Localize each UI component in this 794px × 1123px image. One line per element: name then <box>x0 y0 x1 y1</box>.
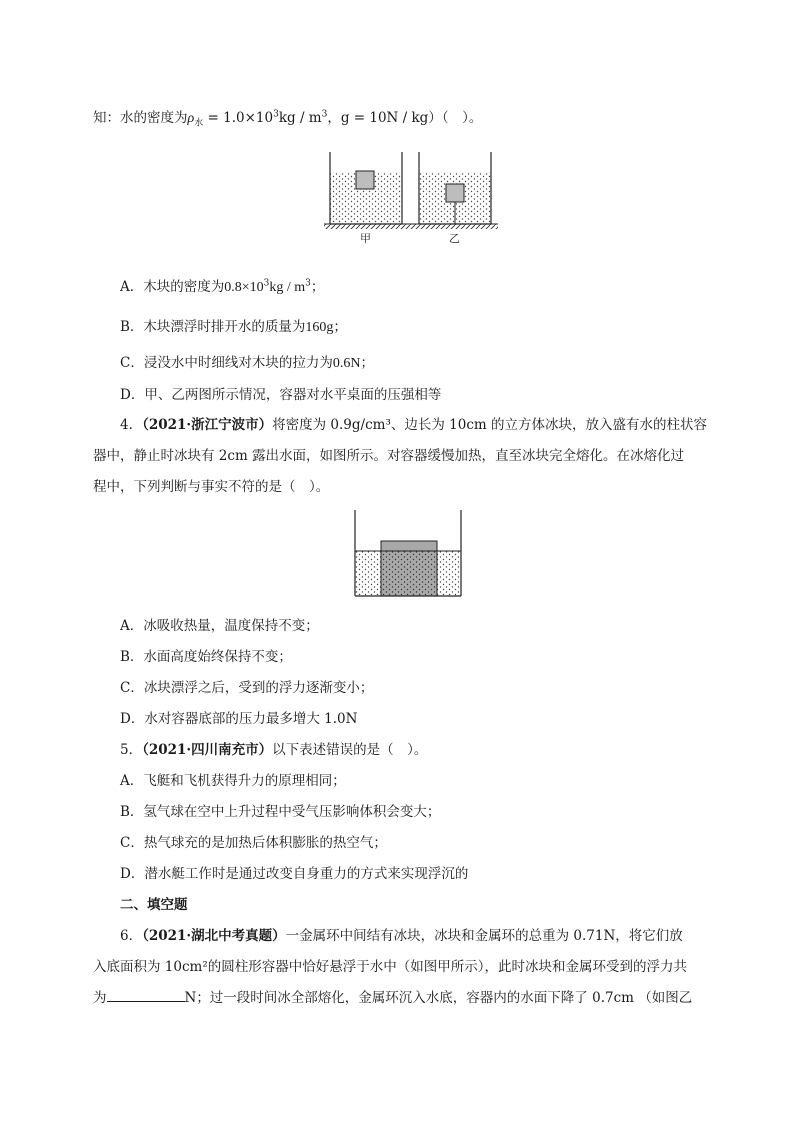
q3-a-exp: 3 <box>263 278 270 289</box>
q3-option-a <box>120 275 324 296</box>
q3-b-value: 160g <box>305 320 334 335</box>
q3-c-value: 0.6N <box>332 356 361 371</box>
q3-a-text: A．木块的密度为 <box>120 279 225 295</box>
q4-option-a: A．冰吸收热量，温度保持不变； <box>120 618 319 634</box>
density-exp: 3 <box>273 109 279 120</box>
g-expr: ，g = 10N / kg）（ ）。 <box>327 110 483 126</box>
q4-line1 <box>120 413 707 433</box>
q6-number: 6． <box>120 928 143 944</box>
figure-ice-container <box>352 508 464 600</box>
q6-source: （2021·湖北中考真题） <box>142 928 286 944</box>
q4-option-d: D．水对容器底部的压力最多增大 1.0N <box>120 711 358 727</box>
q5-number: 5． <box>120 742 143 758</box>
q4-stem-1: 将密度为 0.9g/cm³、边长为 10cm 的立方体冰块，放入盛有水的柱状容 <box>272 417 707 433</box>
q3-b-text: B．木块漂浮时排开水的质量为 <box>120 319 306 335</box>
intro-prefix: 知：水的密度为 <box>93 110 188 126</box>
q6-line3 <box>93 986 692 1006</box>
q5-source: （2021·四川南充市） <box>142 742 273 758</box>
wood-block-floating <box>356 171 374 189</box>
density-expr: = 1.0×10 <box>203 110 274 126</box>
q3-a-value: 0.8×10 <box>224 280 264 295</box>
q6-line1 <box>120 924 683 944</box>
q4-line3: 程中，下列判断与事实不符的是（ ）。 <box>93 479 330 495</box>
q3-c-text: C．浸没水中时细线对木块的拉力为 <box>120 355 333 371</box>
q3-option-d: D．甲、乙两图所示情况，容器对水平桌面的压强相等 <box>120 387 442 403</box>
rho-subscript: 水 <box>194 118 204 129</box>
q4-source: （2021·浙江宁波市） <box>142 417 273 433</box>
answer-blank[interactable] <box>107 989 185 1002</box>
section-title: 二、填空题 <box>120 897 188 913</box>
figure-containers-jia-yi <box>320 150 505 245</box>
q3-a-unit-exp: 3 <box>305 278 311 289</box>
q6-stem-1: 一金属环中间结有冰块，冰块和金属环的总重为 0.71N，将它们放 <box>285 928 683 944</box>
q4-line2: 器中，静止时冰块有 2cm 露出水面，如图所示。对容器缓慢加热，直至冰块完全熔化。在冰熔化过 <box>93 448 685 464</box>
wood-block-submerged <box>446 184 464 202</box>
q3-c-end: ； <box>360 355 374 371</box>
figure-label-yi: 乙 <box>449 232 460 245</box>
q5-option-b: B．氢气球在空中上升过程中受气压影响体积会变大； <box>120 804 441 820</box>
q6-line3-post: N；过一段时间冰全部熔化，金属环沉入水底，容器内的水面下降了 0.7cm （如图乙 <box>184 990 693 1006</box>
q3-a-end: ； <box>310 279 325 295</box>
density-unit: kg / m <box>278 110 322 126</box>
q6-line2: 入底面积为 10cm²的圆柱形容器中恰好悬浮于水中（如图甲所示），此时冰块和金属环受到的浮力共 <box>93 959 687 975</box>
figure-label-jia: 甲 <box>360 232 371 245</box>
table-surface <box>324 224 498 229</box>
ice-above-water <box>381 541 437 551</box>
q3-option-c <box>120 351 374 372</box>
q5-option-c: C．热气球充的是加热后体积膨胀的热空气； <box>120 835 387 851</box>
ice-below-water <box>381 551 437 596</box>
q5-option-a: A．飞艇和飞机获得升力的原理相同； <box>120 773 346 789</box>
rho-symbol: ρ <box>187 111 195 126</box>
q3-option-b <box>120 315 347 336</box>
q5-option-d: D．潜水艇工作时是通过改变自身重力的方式来实现浮沉的 <box>120 866 469 882</box>
q3-b-end: ； <box>333 319 347 335</box>
density-unit-exp: 3 <box>321 109 328 120</box>
q5-stem: 以下表述错误的是（ ）。 <box>272 742 428 758</box>
q3-a-unit: kg / m <box>269 280 306 295</box>
q4-option-b: B．水面高度始终保持不变； <box>120 649 292 665</box>
q4-option-c: C．冰块漂浮之后，受到的浮力逐渐变小； <box>120 680 374 696</box>
q5-line <box>120 738 427 758</box>
intro-line <box>93 106 482 129</box>
q4-number: 4． <box>120 417 143 433</box>
q6-line3-pre: 为 <box>93 990 107 1006</box>
